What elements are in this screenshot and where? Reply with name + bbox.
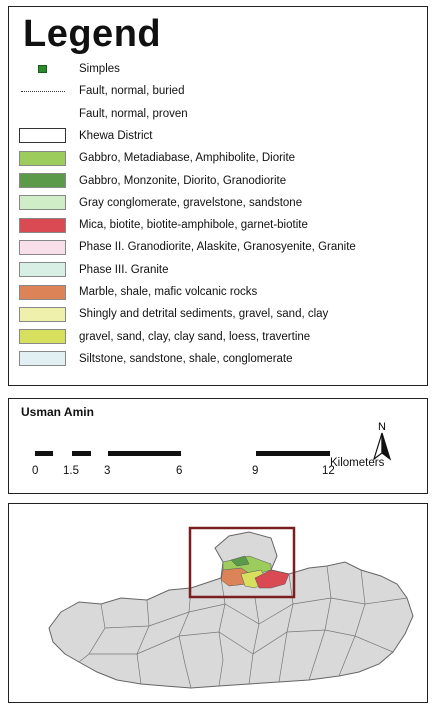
scale-bar xyxy=(9,399,429,495)
legend-item xyxy=(19,193,302,213)
north-label: N xyxy=(378,421,386,433)
legend-title: Legend xyxy=(23,13,162,55)
legend-label: Gabbro, Metadiabase, Amphibolite, Diorite xyxy=(79,152,296,165)
legend-point-symbol xyxy=(19,62,66,77)
legend-item xyxy=(19,282,257,302)
legend-outline-symbol xyxy=(19,128,66,143)
scale-tick-label: 3 xyxy=(104,465,111,477)
khewa-geology xyxy=(221,556,289,588)
legend-swatch xyxy=(19,307,66,322)
legend-swatch xyxy=(19,240,66,255)
legend-label: Phase II. Granodiorite, Alaskite, Granosyenite, Granite xyxy=(79,241,356,254)
legend-label: Siltstone, sandstone, shale, conglomerate xyxy=(79,352,293,365)
locator-map xyxy=(9,504,429,704)
legend-swatch xyxy=(19,329,66,344)
scale-tick-label: 12 xyxy=(322,465,335,477)
legend-item xyxy=(19,81,184,101)
legend-label: Fault, normal, buried xyxy=(79,85,185,98)
legend-swatch xyxy=(19,151,66,166)
scale-segment-1 xyxy=(35,451,53,456)
legend-item xyxy=(19,237,356,257)
legend-swatch xyxy=(19,195,66,210)
legend-item xyxy=(19,349,293,369)
scale-unit-label: Kilometers xyxy=(330,457,385,469)
legend-item xyxy=(19,126,153,146)
region-outline xyxy=(49,532,413,688)
legend-label: gravel, sand, clay, clay sand, loess, travertine xyxy=(79,330,311,343)
legend-label: Simples xyxy=(79,63,120,75)
scale-tick-label: 0 xyxy=(32,465,39,477)
scale-panel xyxy=(8,398,428,494)
legend-label: Shingly and detrital sediments, gravel, sand, clay xyxy=(79,308,329,321)
scale-segment-4 xyxy=(256,451,330,456)
legend-item xyxy=(19,148,295,168)
scale-segment-2 xyxy=(72,451,91,456)
legend-item xyxy=(19,171,286,191)
legend-swatch xyxy=(19,173,66,188)
scale-segment-3 xyxy=(108,451,181,456)
legend-label: Fault, normal, proven xyxy=(79,107,188,120)
legend-swatch xyxy=(19,285,66,300)
scale-tick-label: 6 xyxy=(176,465,183,477)
legend-label: Mica, biotite, biotite-amphibole, garnet-biotite xyxy=(79,219,308,232)
legend-line-symbol xyxy=(19,84,66,99)
legend-label: Khewa District xyxy=(79,129,153,142)
author-name: Usman Amin xyxy=(21,405,94,419)
scale-tick-label: 9 xyxy=(252,465,259,477)
legend-swatch xyxy=(19,351,66,366)
legend-blank-symbol xyxy=(19,106,66,121)
legend-item xyxy=(19,327,310,347)
legend-label: Phase III. Granite xyxy=(79,263,169,276)
legend-item xyxy=(19,59,120,79)
legend-item xyxy=(19,304,328,324)
legend-swatch xyxy=(19,262,66,277)
locator-map-panel xyxy=(8,503,428,703)
legend-item xyxy=(19,260,169,280)
legend-label: Gray conglomerate, gravelstone, sandstone xyxy=(79,196,303,209)
legend-item xyxy=(19,215,308,235)
legend-panel xyxy=(8,6,428,386)
legend-label: Marble, shale, mafic volcanic rocks xyxy=(79,286,258,298)
scale-tick-label: 1.5 xyxy=(63,465,79,477)
legend-item xyxy=(19,104,188,124)
legend-label: Gabbro, Monzonite, Diorito, Granodiorite xyxy=(79,174,287,187)
legend-swatch xyxy=(19,218,66,233)
